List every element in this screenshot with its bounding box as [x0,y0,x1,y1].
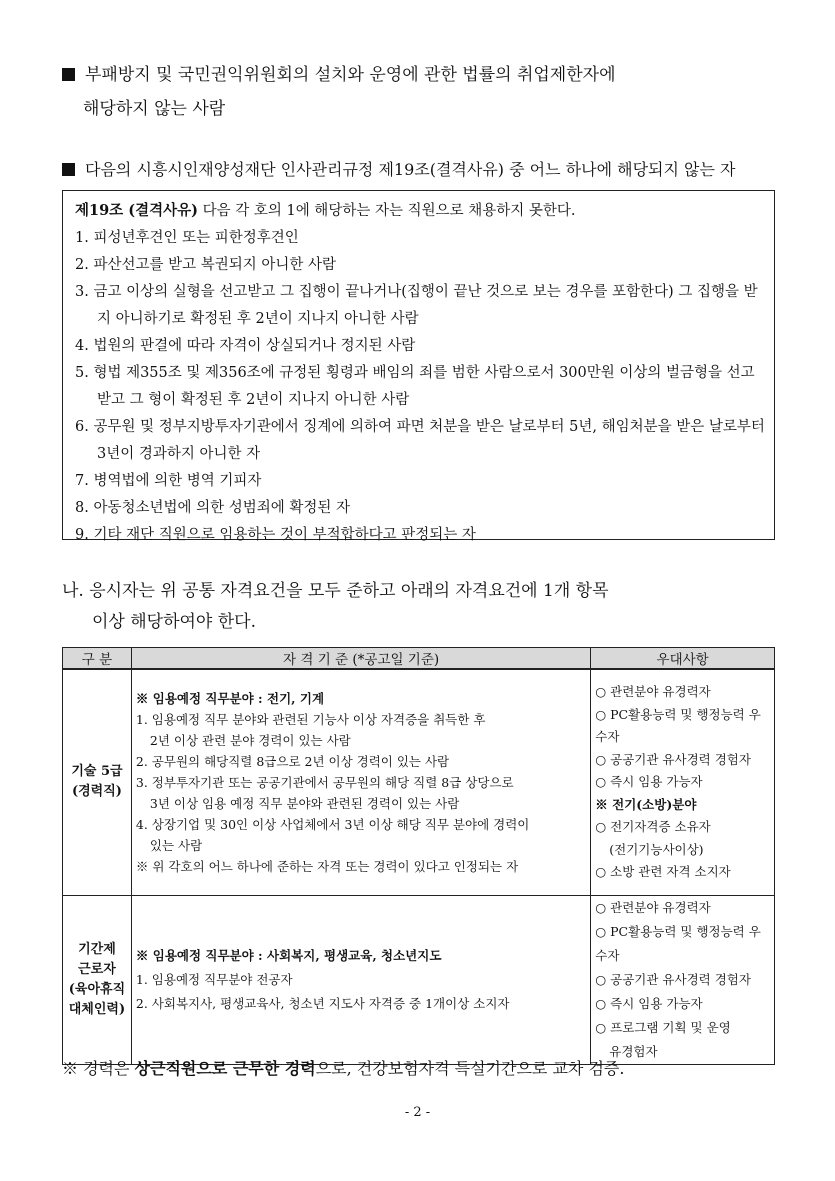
header-criteria: 자 격 기 준 (*공고일 기준) [131,648,590,670]
disqualification-clause-1: 부패방지 및 국민권익위원회의 설치와 운영에 관한 법률의 취업제한자에 해당하지 않는 사람 [62,58,782,126]
preferences-cell: ○ 관련분야 유경력자 ○ PC활용능력 및 행정능력 우수자 ○ 공공기관 유사경력 경험자 ○ 즉시 임용 가능자 ※ 전기(소방)분야 ○ 전기자격증 소유자 (전기기능사이상) ○ 소방 관련 자격 소지자 [591,669,775,895]
table-row [63,669,775,895]
disqualification-clause-2: 다음의 시흥시인재양성재단 인사관리규정 제19조(결격사유) 중 어느 하나에 해당되지 않는 자 [62,158,782,182]
header-preferences: 우대사항 [591,648,775,670]
regulation-item: 6. 공무원 및 정부지방투자기관에서 징계에 의하여 파면 처분을 받은 날로부터 5년, 해임처분을 받은 날로부터 3년이 경과하지 아니한 자 [75,419,765,462]
table-row [63,895,775,1064]
category-cell: 기간제 근로자 (육아휴직 대체인력) [63,895,132,1064]
regulation-box [62,190,775,543]
regulation-item: 1. 피성년후견인 또는 피한정후견인 [75,230,299,246]
header-category: 구 분 [63,648,132,670]
regulation-item: 5. 형법 제355조 및 제356조에 규정된 횡령과 배임의 죄를 범한 사람으로서 300만원 이상의 벌금형을 선고받고 그 형이 확정된 후 2년이 지나지 아니한 사람 [75,365,755,408]
bullet-square-icon [62,68,75,81]
regulation-item: 8. 아동청소년법에 의한 성범죄에 확정된 자 [75,500,350,516]
page-number: - 2 - [404,1105,431,1120]
section-na-heading: 나. 응시자는 위 공통 자격요건을 모두 준하고 아래의 자격요건에 1개 항목 이상 해당하여야 한다. [62,581,609,632]
regulation-title: 제19조 (결격사유) 다음 각 호의 1에 해당하는 자는 직원으로 채용하지 못한다. [75,202,576,219]
requirements-table [62,647,775,1065]
experience-note: ※ 경력은 상근직원으로 근무한 경력으로, 건강보험자격 득실기간으로 교차 검증. [62,1059,625,1078]
criteria-cell: ※ 임용예정 직무분야 : 전기, 기계 1. 임용예정 직무 분야와 관련된 기능사 이상 자격증을 취득한 후 2년 이상 관련 분야 경력이 있는 사람 2. 공무원의 해당직렬 8급으로 2년 이상 경력이 있는 사람 3. 정부투자기관 또는 공공기관에서 공무원의 해당 직렬 8급 상당으로 3년 이상 임용 예정 직무 분야와 관련된 경력이 있는 사람 4. 상장기업 및 30인 이상 사업체에서 3년 이상 해당 직무 분야에 경력이 있는 사람 ※ 위 각호의 어느 하나에 준하는 자격 또는 경력이 있다고 인정되는 자 [131,669,590,895]
bullet-square-icon [62,163,75,176]
preferences-cell: ○ 관련분야 유경력자 ○ PC활용능력 및 행정능력 우수자 ○ 공공기관 유사경력 경험자 ○ 즉시 임용 가능자 ○ 프로그램 기획 및 운영 유경험자 [591,895,775,1064]
criteria-cell: ※ 임용예정 직무분야 : 사회복지, 평생교육, 청소년지도 1. 임용예정 직무분야 전공자 2. 사회복지사, 평생교육사, 청소년 지도사 자격증 중 1개이상 소지자 [131,895,590,1064]
regulation-item: 4. 법원의 판결에 따라 자격이 상실되거나 정지된 사람 [75,338,416,354]
regulation-item: 2. 파산선고를 받고 복권되지 아니한 사람 [75,257,336,273]
regulation-item: 3. 금고 이상의 실형을 선고받고 그 집행이 끝나거나(집행이 끝난 것으로 보는 경우를 포함한다) 그 집행을 받지 아니하기로 확정된 후 2년이 지나지 아니한 사람 [75,284,758,327]
regulation-item: 7. 병역법에 의한 병역 기피자 [75,473,262,489]
category-cell: 기술 5급 (경력직) [63,669,132,895]
regulation-item: 9. 기타 재단 직원으로 임용하는 것이 부적합하다고 판정되는 자 [75,527,476,543]
table-header-row [63,648,775,670]
